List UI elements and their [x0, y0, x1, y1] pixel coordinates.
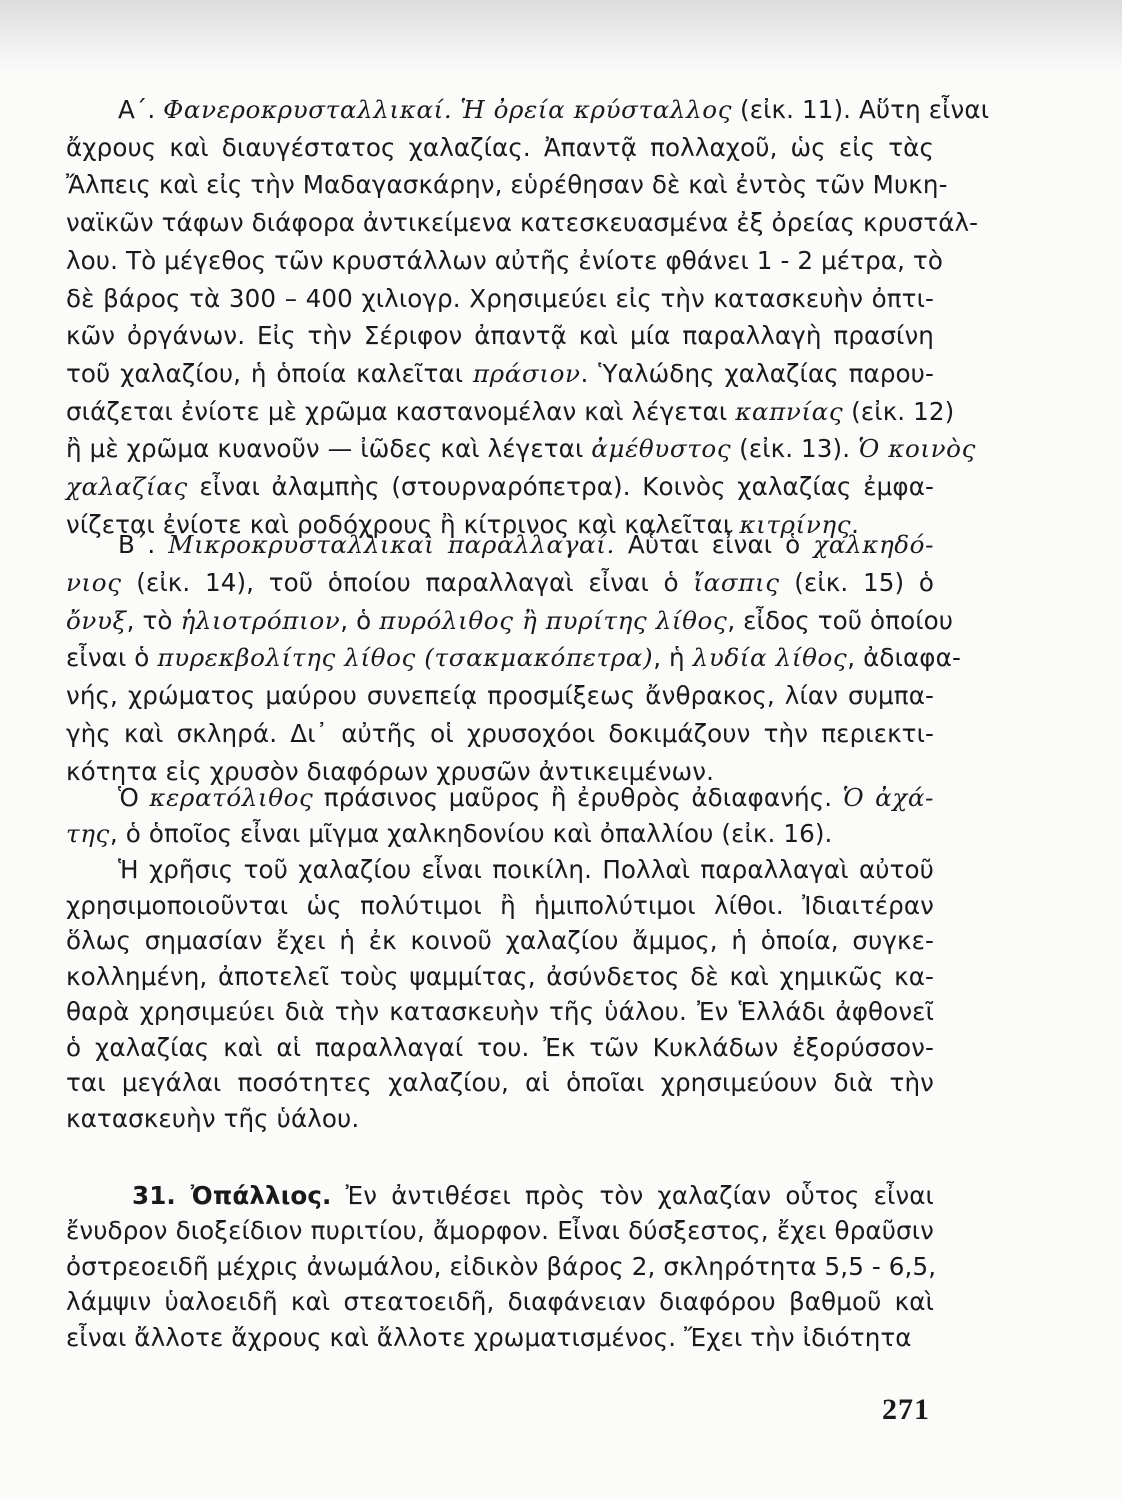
text-run: (εἰκ. 13).	[731, 434, 859, 464]
text-run: . Ὑαλώδης χαλαζίας παρου-	[580, 358, 934, 388]
text-line	[66, 431, 976, 467]
text-line	[66, 1320, 934, 1356]
text-run: ὅλως σημασίαν ἔχει ἡ ἐκ κοινοῦ χαλαζίου ἄμμος, ἡ ὁποία, συγκε-	[66, 926, 934, 955]
text-run: Ἄλπεις καὶ εἰς τὴν Μαδαγασκάρην, εὑρέθησαν δὲ καὶ ἐντὸς τῶν Μυκη-	[66, 170, 948, 200]
text-run: ἄχρους καὶ διαυγέστατος χαλαζίας. Ἀπαντᾷ πολλαχοῦ, ὡς εἰς τὰς	[66, 132, 934, 162]
text-line	[66, 356, 934, 392]
text-run: ἢ μὲ χρῶμα κυανοῦν — ἰῶδες καὶ λέγεται	[66, 434, 592, 464]
text-line	[66, 816, 934, 852]
text-run: νής, χρώματος μαύρου συνεπείᾳ προσμίξεως ἄνθρακος, λίαν συμπα-	[66, 681, 934, 711]
text-line	[66, 640, 961, 676]
text-run: εἶναι ἄλλοτε ἄχρους καὶ ἄλλοτε χρωματισμένος. Ἔχει τὴν ἰδιότητα	[66, 1322, 912, 1352]
italic-term: της	[66, 819, 110, 848]
text-run: κατασκευὴν τῆς ὑάλου.	[66, 1103, 360, 1133]
italic-term: πυρόλιθος ἢ πυρίτης λίθος	[379, 605, 728, 635]
text-run: (εἰκ. 14), τοῦ ὁποίου παραλλαγαὶ εἶναι ὁ	[121, 567, 694, 597]
text-run: χρησιμοποιοῦνται ὡς πολύτιμοι ἢ ἡμιπολύτιμοι λίθοι. Ἰδιαιτέραν	[66, 890, 934, 920]
italic-term: νιος	[66, 567, 122, 597]
text-line	[118, 852, 934, 888]
text-line	[66, 994, 934, 1030]
italic-term: χαλκηδό-	[813, 530, 934, 559]
italic-term: ὄνυξ	[66, 605, 127, 635]
text-line	[66, 205, 979, 241]
text-run: λάμψιν ὑαλοειδῆ καὶ στεατοειδῆ, διαφάνειαν διαφόρου βαθμοῦ καὶ	[66, 1287, 934, 1317]
italic-term: καπνίας	[735, 396, 844, 426]
italic-term: ἀμέθυστος	[591, 434, 732, 464]
italic-term: ἴασπις	[693, 567, 780, 597]
text-line	[66, 1284, 934, 1320]
text-run: (εἰκ. 11). Αὕτη εἶναι	[732, 95, 990, 124]
italic-term: χαλαζίας	[66, 472, 188, 501]
text-run: , ἀδιαφα-	[847, 643, 961, 673]
text-run: σιάζεται ἐνίοτε μὲ χρῶμα καστανομέλαν καὶ λέγεται	[66, 396, 736, 426]
text-line	[66, 318, 934, 354]
italic-term: κιτρίνης	[739, 509, 852, 539]
text-run: λου. Τὸ μέγεθος τῶν κρυστάλλων αὐτῆς ἐνίοτε φθάνει 1 - 2 μέτρα, τὸ	[66, 245, 943, 275]
italic-term: Φανεροκρυσταλλικαί.	[163, 95, 453, 124]
text-line	[118, 780, 934, 816]
text-run: κολλημένη, ἀποτελεῖ τοὺς ψαμμίτας, ἀσύνδετος δὲ καὶ χημικῶς κα-	[66, 961, 934, 991]
text-run: Ἐν ἀντιθέσει πρὸς τὸν χαλαζίαν οὗτος εἶναι	[331, 1181, 934, 1210]
text-line	[66, 678, 934, 714]
text-run: , τὸ	[126, 605, 181, 635]
text-run: , ὁ ὁποῖος εἶναι μῖγμα χαλκηδονίου καὶ ὀπαλλίου (εἰκ. 16).	[109, 819, 833, 848]
text-line	[66, 394, 955, 430]
text-run: (εἰκ. 15) ὁ	[779, 567, 934, 597]
text-line	[66, 716, 934, 752]
text-line	[118, 92, 990, 128]
italic-term: λυδία λίθος	[692, 643, 848, 673]
text-run: δὲ βάρος τὰ 300 – 400 χιλιογρ. Χρησιμεύει εἰς τὴν κατασκευὴν ὀπτι-	[66, 283, 934, 313]
text-run: ναϊκῶν τάφων διάφορα ἀντικείμενα κατεσκευασμένα ἐξ ὀρείας κρυστάλ-	[66, 208, 979, 238]
text-line	[66, 1030, 934, 1066]
text-run: ὁ χαλαζίας καὶ αἱ παραλλαγαί του. Ἐκ τῶν Κυκλάδων ἐξορύσσον-	[66, 1032, 934, 1062]
text-run: ται μεγάλαι ποσότητες χαλαζίου, αἱ ὁποῖαι χρησιμεύουν διὰ τὴν	[66, 1068, 934, 1097]
italic-term: πράσιον	[472, 358, 581, 388]
text-run: Β΄.	[118, 530, 169, 559]
text-run: Ἡ χρῆσις τοῦ χαλαζίου εἶναι ποικίλη. Πολλαὶ παραλλαγαὶ αὐτοῦ	[118, 855, 934, 884]
text-run: (εἰκ. 12)	[843, 396, 955, 426]
text-run: Αὗται εἶναι ὁ	[614, 530, 814, 559]
text-line	[66, 888, 934, 924]
text-line	[66, 1065, 934, 1101]
text-run: Ὁ	[118, 783, 150, 812]
text-line	[66, 243, 943, 279]
text-line	[66, 1249, 937, 1285]
text-line	[66, 469, 934, 505]
text-line	[132, 1178, 934, 1214]
text-line	[66, 603, 954, 639]
text-line	[66, 130, 934, 166]
text-run: εἶναι ὁ	[66, 643, 158, 673]
text-run: πράσινος μαῦρος ἢ ἐρυθρὸς ἀδιαφανής.	[313, 783, 843, 812]
italic-term: Ὁ ἀχά-	[842, 783, 935, 812]
italic-term: πυρεκβολίτης λίθος (τσακμακόπετρα)	[157, 643, 654, 673]
text-run: κότητα εἰς χρυσὸν διαφόρων χρυσῶν ἀντικειμένων.	[66, 756, 714, 786]
text-run: ὀστρεοειδῆ μέχρις ἀνωμάλου, εἰδικὸν βάρος 2, σκληρότητα 5,5 - 6,5,	[66, 1251, 937, 1281]
italic-term: ἡλιοτρόπιον	[180, 605, 341, 635]
text-line	[66, 923, 934, 959]
page-number: 271	[882, 1393, 930, 1426]
text-run: , εἶδος τοῦ ὁποίου	[727, 605, 954, 635]
italic-term: Ἡ ὀρεία κρύσταλλος	[460, 95, 733, 124]
text-run: , ὁ	[340, 605, 380, 635]
text-line	[66, 1101, 934, 1137]
text-line	[118, 527, 934, 563]
section-heading: 31. Ὀπάλλιος.	[132, 1181, 332, 1210]
text-run: κῶν ὀργάνων. Εἰς τὴν Σέριφον ἀπαντᾷ καὶ μία παραλλαγὴ πρασίνη	[66, 321, 934, 351]
text-run: εἶναι ἀλαμπὴς (στουρναρόπετρα). Κοινὸς χαλαζίας ἐμφα-	[187, 472, 934, 501]
text-line	[66, 959, 934, 995]
text-run: , ἡ	[653, 643, 693, 673]
text-line	[66, 167, 948, 203]
text-run: .	[851, 509, 860, 539]
italic-term: Ὁ κοινὸς	[858, 434, 976, 464]
italic-term: Μικροκρυσταλλικαὶ παραλλαγαί.	[168, 530, 615, 559]
text-line	[66, 565, 934, 601]
text-run: γὴς καὶ σκληρά. Δι᾿ αὐτῆς οἱ χρυσοχόοι δοκιμάζουν τὴν περιεκτι-	[66, 719, 934, 748]
text-run: τοῦ χαλαζίου, ἡ ὁποία καλεῖται	[66, 358, 473, 388]
text-run: ἔνυδρον διοξείδιον πυριτίου, ἄμορφον. Εἶναι δύσξεστος, ἔχει θραῦσιν	[66, 1216, 934, 1246]
italic-term: κερατόλιθος	[149, 783, 314, 812]
text-line	[66, 281, 934, 317]
text-run: Α΄.	[118, 95, 164, 124]
text-run: θαρὰ χρησιμεύει διὰ τὴν κατασκευὴν τῆς ὑάλου. Ἐν Ἑλλάδι ἀφθονεῖ	[66, 997, 934, 1026]
text-run: νίζεται ἐνίοτε καὶ ροδόχρους ἢ κίτρινος καὶ καλεῖται	[66, 509, 740, 539]
text-line	[66, 1213, 934, 1249]
